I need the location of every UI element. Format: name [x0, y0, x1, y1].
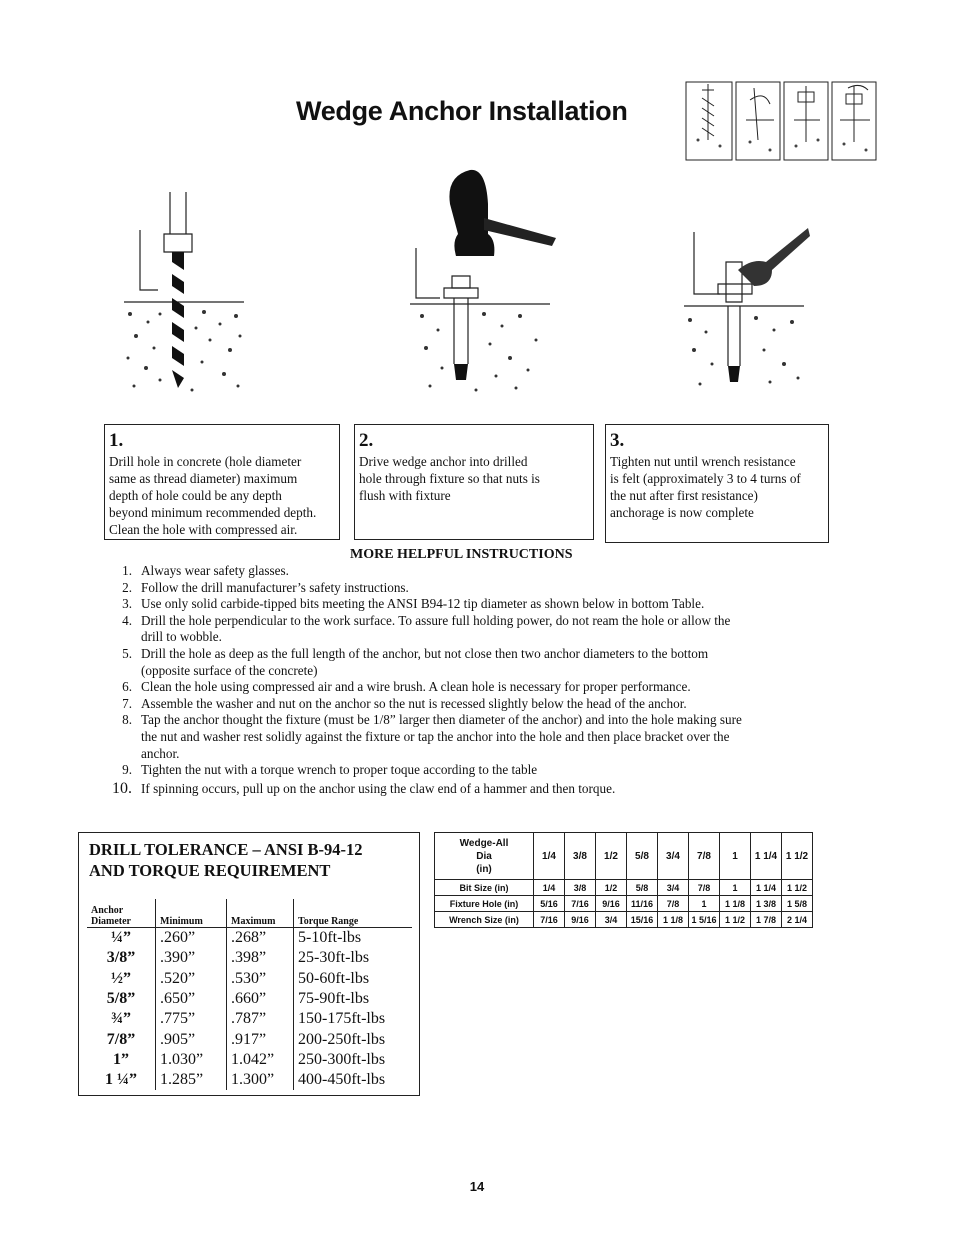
step-3-text-line: Tighten nut until wrench resistance [610, 454, 796, 469]
step-1-box [104, 424, 340, 540]
column-header: 3/4 [658, 833, 689, 880]
table-row [435, 896, 813, 912]
step-2-number: 2. [359, 430, 374, 451]
column-header: 1 [720, 833, 751, 880]
table-header-row [87, 899, 412, 928]
step-1-text-line: Drill hole in concrete (hole diameter [109, 454, 302, 469]
table-cell: 1 1/8 [720, 896, 751, 912]
step-1-text-line: same as thread diameter) maximum [109, 471, 298, 486]
step-3-number: 3. [610, 430, 625, 451]
drill-tolerance-title [89, 839, 419, 881]
installation-sequence-thumbnail [684, 80, 878, 162]
table-cell: .530” [227, 969, 294, 989]
table-cell: 7/8” [106, 1030, 136, 1048]
table-cell: 1 1/8 [658, 912, 689, 928]
column-header: 3/8 [565, 833, 596, 880]
page-number: 14 [469, 1179, 485, 1194]
table-row [87, 1050, 412, 1070]
table-cell: 250-300ft-lbs [294, 1050, 413, 1070]
table-cell: 1 5/16 [689, 912, 720, 928]
list-item-text: Assemble the washer and nut on the anchor so the nut is recessed slightly below the head of the anchor. [141, 695, 687, 711]
table-cell: 25-30ft-lbs [294, 948, 413, 968]
table-cell: 1 ¼” [105, 1071, 137, 1089]
list-item-number: 8. [122, 712, 132, 728]
table-cell: .650” [156, 989, 227, 1009]
table-cell: 200-250ft-lbs [294, 1029, 413, 1049]
table-cell: 2 1/4 [782, 912, 813, 928]
instruction-list [112, 563, 822, 797]
list-item-number: 5. [122, 645, 132, 661]
table-cell: 7/16 [534, 912, 565, 928]
list-item-number: 2. [122, 579, 132, 595]
table-cell: ½” [111, 969, 131, 987]
column-header [435, 833, 534, 880]
list-item-text: Tighten the nut with a torque wrench to proper toque according to the table [141, 762, 538, 778]
table-cell: .260” [156, 928, 227, 949]
table-cell: 3/8” [106, 949, 136, 967]
list-item-number: 7. [122, 695, 132, 711]
column-header: 1/2 [596, 833, 627, 880]
table-cell: 7/16 [565, 896, 596, 912]
list-item-text: the nut and washer rest solidly against the fixture or tap the anchor into the hole and then place bracket over the [141, 728, 730, 744]
column-header: 7/8 [689, 833, 720, 880]
table-cell: 1 1/4 [751, 880, 782, 896]
list-item [112, 596, 822, 613]
drill-hole-illustration [120, 190, 250, 400]
list-item [112, 712, 822, 762]
list-item-text: Drill the hole as deep as the full length of the anchor, but not close then two anchor diameters to the bottom [141, 645, 709, 661]
row-label: Bit Size (in) [435, 880, 534, 896]
table-cell: 50-60ft-lbs [294, 969, 413, 989]
column-header: Minimum [156, 899, 227, 928]
step-2-text-line: flush with fixture [359, 488, 451, 503]
list-item-number: 1. [122, 563, 132, 578]
list-item [112, 781, 822, 798]
table-row [87, 1070, 412, 1090]
wedge-all-size-table [434, 832, 813, 928]
list-item-text: drill to wobble. [141, 629, 222, 645]
list-item-text: Always wear safety glasses. [141, 563, 289, 578]
table-cell: 400-450ft-lbs [294, 1070, 413, 1090]
table-cell: .787” [227, 1009, 294, 1029]
table-row [435, 912, 813, 928]
list-item-text: If spinning occurs, pull up on the anchor using the claw end of a hammer and then torque. [141, 780, 616, 796]
list-item-number: 9. [122, 762, 132, 778]
table-cell: 1 5/8 [782, 896, 813, 912]
list-item-text: anchor. [141, 745, 180, 761]
table-cell: 5/8” [106, 990, 136, 1008]
table-cell: 1.285” [156, 1070, 227, 1090]
table-cell: 150-175ft-lbs [294, 1009, 413, 1029]
drill-tolerance-title-line: AND TORQUE REQUIREMENT [89, 861, 331, 880]
column-header: Anchor Diameter [87, 899, 156, 928]
row-label: Wrench Size (in) [435, 912, 534, 928]
table-cell: 1 [689, 896, 720, 912]
table-cell: ¾” [111, 1010, 131, 1028]
table-cell: .520” [156, 969, 227, 989]
list-item-number: 4. [122, 612, 132, 628]
list-item-text: Clean the hole using compressed air and a wire brush. A clean hole is necessary for proper performance. [141, 679, 691, 695]
wrench-tighten-illustration [680, 222, 810, 402]
step-2-box [354, 424, 594, 540]
list-item-text: Use only solid carbide-tipped bits meeting the ANSI B94-12 tip diameter as shown below in bottom Table. [141, 596, 705, 612]
step-3-text-line: the nut after first resistance) [610, 488, 758, 503]
table-row [87, 989, 412, 1009]
table-row [87, 928, 412, 949]
table-cell: 9/16 [565, 912, 596, 928]
drill-tolerance-table [87, 899, 412, 1090]
column-header: 1 1/4 [751, 833, 782, 880]
table-cell: .390” [156, 948, 227, 968]
column-header: 5/8 [627, 833, 658, 880]
table-cell: .775” [156, 1009, 227, 1029]
page-title: Wedge Anchor Installation [296, 96, 628, 126]
table-cell: 1 [720, 880, 751, 896]
list-item [112, 762, 822, 779]
step-1-text-line: beyond minimum recommended depth. [109, 505, 317, 520]
row-label: Fixture Hole (in) [435, 896, 534, 912]
table-cell: .268” [227, 928, 294, 949]
column-header: Torque Range [294, 899, 413, 928]
table-row [87, 1009, 412, 1029]
table-cell: 1 1/2 [720, 912, 751, 928]
column-header: Maximum [227, 899, 294, 928]
table-cell: .660” [227, 989, 294, 1009]
table-cell: ¼” [111, 929, 131, 947]
header-label-line: (in) [476, 863, 492, 875]
table-cell: 1.030” [156, 1050, 227, 1070]
table-cell: 15/16 [627, 912, 658, 928]
hammer-anchor-illustration [410, 164, 560, 404]
list-item [112, 679, 822, 696]
step-3-box [605, 424, 829, 543]
column-header: 1/4 [534, 833, 565, 880]
table-cell: 1 3/8 [751, 896, 782, 912]
table-cell: 1 7/8 [751, 912, 782, 928]
table-cell: 7/8 [689, 880, 720, 896]
header-label-line: Wedge-All [459, 837, 509, 849]
list-item [112, 696, 822, 713]
step-1-text-line: Clean the hole with compressed air. [109, 522, 298, 537]
table-cell: 11/16 [627, 896, 658, 912]
step-3-text-line: anchorage is now complete [610, 505, 754, 520]
step-1-text-line: depth of hole could be any depth [109, 488, 282, 503]
list-item-text: Tap the anchor thought the fixture (must be 1/8” larger then diameter of the anchor) and into the hole making sure [141, 712, 742, 728]
table-row [435, 880, 813, 896]
list-item [112, 580, 822, 597]
table-cell: 5/8 [627, 880, 658, 896]
table-cell: 5/16 [534, 896, 565, 912]
table-row [87, 948, 412, 968]
list-item [112, 613, 822, 646]
table-row [87, 969, 412, 989]
table-cell: 1/4 [534, 880, 565, 896]
step-2-text-line: Drive wedge anchor into drilled [359, 454, 528, 469]
list-item-text: Follow the drill manufacturer’s safety instructions. [141, 579, 409, 595]
table-cell: 75-90ft-lbs [294, 989, 413, 1009]
step-3-text-line: is felt (approximately 3 to 4 turns of [610, 471, 801, 486]
table-cell: 7/8 [658, 896, 689, 912]
list-item-text: Drill the hole perpendicular to the work surface. To assure full holding power, do not ream the hole or allow the [141, 612, 731, 628]
table-cell: 1.042” [227, 1050, 294, 1070]
list-item [112, 646, 822, 679]
list-item-number: 6. [122, 679, 132, 695]
table-cell: 1/2 [596, 880, 627, 896]
list-item [112, 563, 822, 580]
column-header: 1 1/2 [782, 833, 813, 880]
list-item-text: (opposite surface of the concrete) [141, 662, 318, 678]
table-cell: 9/16 [596, 896, 627, 912]
table-row [87, 1029, 412, 1049]
table-cell: 1 1/2 [782, 880, 813, 896]
table-cell: 3/4 [596, 912, 627, 928]
table-cell: .917” [227, 1029, 294, 1049]
table-cell: 3/8 [565, 880, 596, 896]
step-1-number: 1. [109, 430, 124, 451]
table-cell: 1” [113, 1050, 129, 1068]
table-header-row [435, 833, 813, 880]
list-item-number: 10. [112, 779, 132, 797]
drill-tolerance-title-line: DRILL TOLERANCE – ANSI B-94-12 [89, 840, 363, 859]
table-cell: .905” [156, 1029, 227, 1049]
table-cell: .398” [227, 948, 294, 968]
table-cell: 1.300” [227, 1070, 294, 1090]
instructions-heading-text: MORE HELPFUL INSTRUCTIONS [350, 547, 573, 562]
table-cell: 3/4 [658, 880, 689, 896]
step-2-text-line: hole through fixture so that nuts is [359, 471, 540, 486]
header-label-line: Dia [476, 850, 492, 862]
list-item-number: 3. [122, 596, 132, 612]
table-cell: 5-10ft-lbs [294, 928, 413, 949]
drill-tolerance-panel [78, 832, 420, 1096]
